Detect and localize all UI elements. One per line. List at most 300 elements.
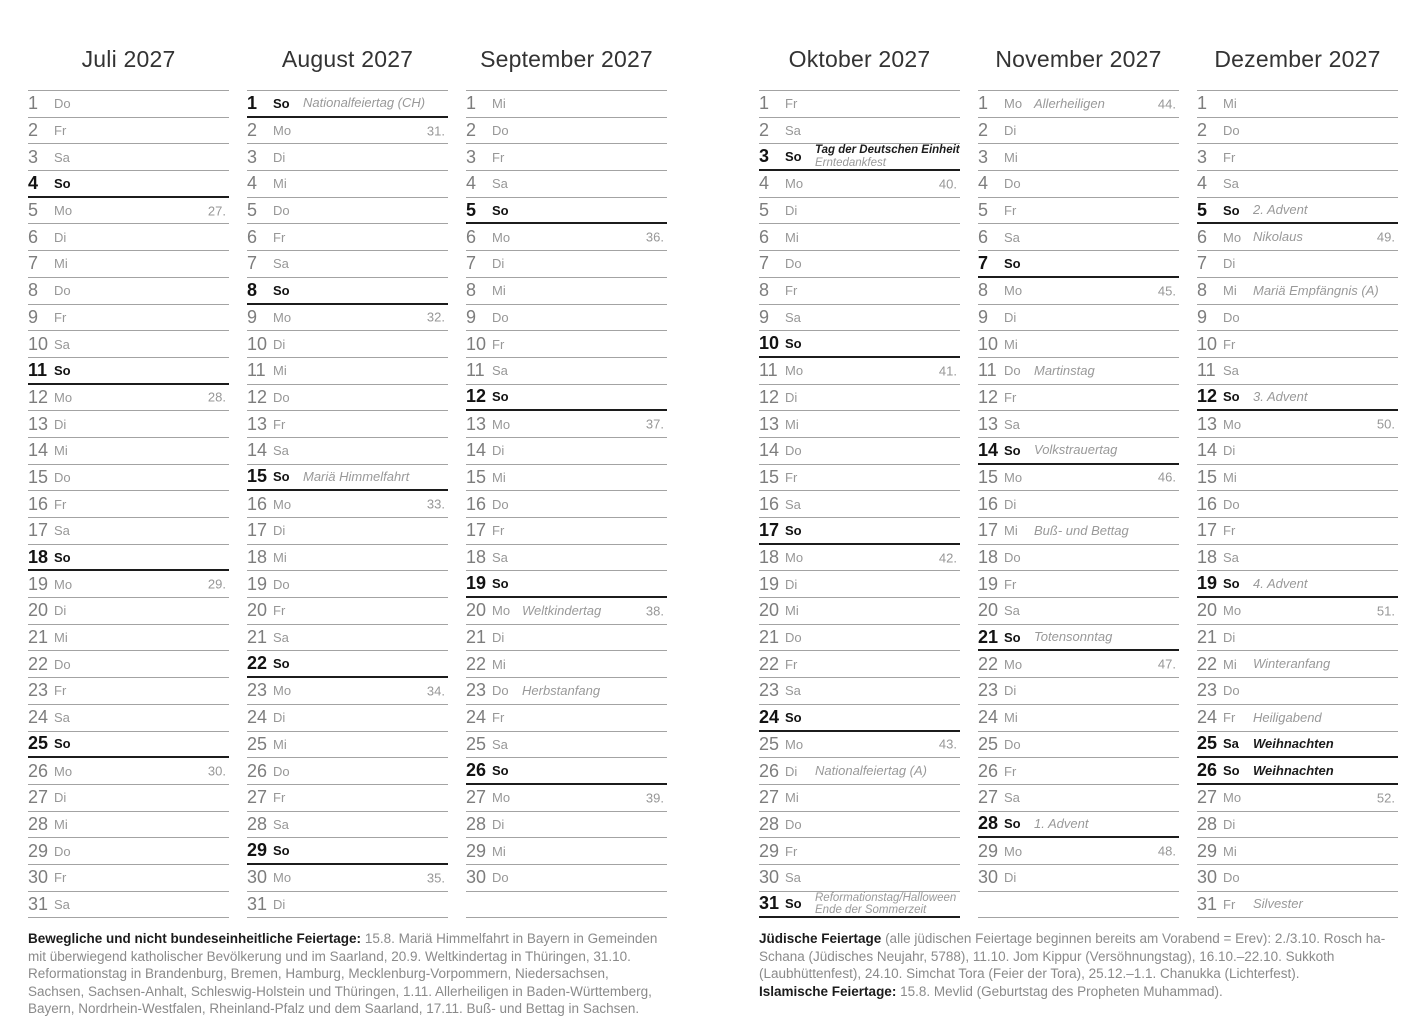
day-weekday: Fr [492, 336, 505, 352]
day-number: 29 [759, 840, 780, 861]
day-number: 25 [466, 733, 487, 754]
day-weekday: Fr [54, 123, 67, 139]
day-row [466, 411, 667, 438]
day-number: 15 [466, 466, 487, 487]
day-weekday: Mo [273, 683, 292, 699]
day-weekday: Fr [785, 96, 798, 112]
day-weekday: Mi [273, 550, 287, 566]
day-number: 9 [247, 306, 258, 327]
day-weekday: Sa [492, 176, 508, 192]
day-number: 4 [247, 173, 258, 194]
day-weekday: Di [273, 149, 286, 165]
day-weekday: Fr [492, 523, 505, 539]
day-number: 30 [466, 867, 487, 888]
day-number: 7 [466, 253, 477, 274]
month-table [1197, 90, 1398, 918]
day-row [759, 892, 960, 919]
day-weekday: Mi [785, 790, 799, 806]
day-row [28, 224, 229, 251]
day-weekday: Do [1223, 683, 1240, 699]
day-row [759, 224, 960, 251]
month-title: November 2027 [995, 46, 1162, 72]
day-number: 31 [247, 893, 268, 914]
day-row [466, 491, 667, 518]
day-row [247, 171, 448, 198]
day-weekday: Di [54, 416, 67, 432]
day-number: 5 [759, 200, 770, 221]
day-weekday: Mi [273, 176, 287, 192]
day-row [247, 838, 448, 865]
day-weekday: Mi [1223, 843, 1237, 859]
day-row [28, 545, 229, 572]
day-number: 17 [1197, 520, 1218, 541]
day-number: 3 [247, 146, 258, 167]
day-number: 11 [759, 360, 778, 381]
day-row [759, 171, 960, 198]
day-row [28, 251, 229, 278]
day-number: 3 [1197, 146, 1208, 167]
day-row [1197, 865, 1398, 892]
day-weekday: So [54, 736, 71, 752]
day-number: 27 [28, 787, 49, 808]
month-column [978, 40, 1179, 918]
day-weekday: Do [54, 469, 71, 485]
week-number: 47. [1157, 656, 1176, 672]
day-number: 2 [247, 120, 258, 141]
week-number: 50. [1376, 416, 1395, 432]
day-row [759, 118, 960, 145]
day-weekday: Mi [54, 630, 68, 646]
day-number: 18 [466, 547, 487, 568]
day-weekday: So [1223, 763, 1240, 779]
day-weekday: So [785, 149, 802, 165]
day-number: 2 [1197, 120, 1208, 141]
day-number: 9 [759, 306, 770, 327]
day-holiday [522, 604, 601, 618]
day-number: 4 [466, 173, 477, 194]
week-number: 36. [645, 229, 664, 245]
day-weekday: Mo [785, 363, 804, 379]
day-holiday [1253, 737, 1334, 751]
week-number: 30. [207, 763, 226, 779]
day-number: 14 [1197, 440, 1218, 461]
day-weekday: So [1223, 202, 1240, 218]
day-row [978, 545, 1179, 572]
day-number: 26 [28, 760, 49, 781]
week-number: 27. [207, 203, 226, 219]
day-weekday: Sa [54, 523, 70, 539]
day-row [1197, 224, 1398, 251]
footnote-text: 15.8. Mariä Himmelfahrt in Bayern in Gemeinden mit überwiegend katholischer Bevölkerung und im Saarland, 20.9. Weltkindertag in Thüringen, 31.10. Reformationstag in Brandenburg, Bremen, Hamburg, Mecklenburg-Vorpommern, Niedersachsen, Sachsen, Sachsen-Anhalt, Schleswig-Holstein und Thüringen, 1.11. Allerheiligen in Baden-Württemberg, Bayern, Nordrhein-Westfalen, Rheinland-Pfalz und dem Saarland, 17.11. Buß- und Bettag in Sachsen. [28, 931, 658, 1017]
day-weekday: Mo [54, 203, 73, 219]
day-number: 30 [759, 867, 780, 888]
footnote-paragraph [759, 983, 1407, 1001]
day-row [466, 705, 667, 732]
day-weekday: Di [492, 816, 505, 832]
day-number: 15 [1197, 466, 1218, 487]
day-weekday: So [1004, 629, 1021, 645]
month-title: August 2027 [281, 46, 414, 72]
empty-row [466, 892, 667, 919]
day-row [1197, 598, 1398, 625]
empty-row [978, 892, 1179, 919]
holiday-label: Reformationstag/Halloween [815, 891, 957, 904]
day-number: 11 [1197, 360, 1216, 381]
right-page [759, 40, 1398, 918]
day-number: 30 [1197, 867, 1218, 888]
day-number: 21 [1197, 627, 1218, 648]
day-number: 26 [466, 760, 487, 781]
day-weekday: Mo [492, 790, 511, 806]
holiday-label: Erntedankfest [815, 156, 886, 169]
day-weekday: Sa [1004, 416, 1020, 432]
footnote-lead: Bewegliche und nicht bundeseinheitliche Feiertage: [28, 931, 362, 946]
day-row [28, 892, 229, 919]
holiday-label: Mariä Himmelfahrt [303, 468, 410, 484]
day-number: 5 [978, 200, 989, 221]
day-weekday: Do [1004, 736, 1021, 752]
day-number: 29 [28, 840, 49, 861]
day-weekday: So [273, 282, 290, 298]
day-weekday: Di [54, 603, 67, 619]
day-row [28, 118, 229, 145]
day-weekday: Mo [785, 736, 804, 752]
day-number: 10 [978, 333, 999, 354]
day-weekday: Mo [492, 416, 511, 432]
day-holiday [1253, 284, 1379, 298]
day-number: 24 [759, 706, 780, 727]
day-row [466, 331, 667, 358]
day-weekday: Sa [54, 336, 70, 352]
day-weekday: So [1223, 389, 1240, 405]
day-number: 13 [759, 413, 780, 434]
day-number: 25 [978, 733, 999, 754]
day-row [466, 224, 667, 251]
day-weekday: Di [1004, 683, 1017, 699]
day-row [1197, 91, 1398, 118]
day-number: 24 [247, 707, 268, 728]
day-number: 1 [978, 93, 989, 114]
day-weekday: Sa [1004, 790, 1020, 806]
week-number: 48. [1157, 843, 1176, 859]
day-weekday: Mo [1004, 96, 1023, 112]
day-number: 28 [28, 813, 49, 834]
day-row [759, 411, 960, 438]
calendar-spread [28, 40, 1398, 918]
day-number: 11 [28, 359, 48, 380]
day-weekday: Do [785, 443, 802, 459]
day-weekday: Di [273, 523, 286, 539]
day-weekday: Sa [785, 309, 801, 325]
day-row [1197, 278, 1398, 305]
day-row [28, 865, 229, 892]
day-number: 12 [28, 386, 49, 407]
day-number: 6 [1197, 226, 1208, 247]
day-row [978, 598, 1179, 625]
day-row [28, 358, 229, 385]
day-number: 3 [759, 146, 770, 167]
day-row [759, 91, 960, 118]
day-number: 12 [759, 386, 780, 407]
day-number: 4 [759, 173, 770, 194]
day-row [1197, 385, 1398, 412]
day-row [1197, 758, 1398, 785]
day-number: 15 [759, 466, 780, 487]
day-number: 12 [247, 386, 268, 407]
week-number: 46. [1157, 469, 1176, 485]
day-number: 30 [978, 867, 999, 888]
day-row [247, 224, 448, 251]
day-weekday: Do [492, 870, 509, 886]
day-weekday: Di [1223, 816, 1236, 832]
day-number: 18 [28, 546, 49, 567]
day-row [28, 411, 229, 438]
day-weekday: Mi [492, 843, 506, 859]
holiday-label: 4. Advent [1253, 575, 1308, 591]
holiday-label: Weihnachten [1253, 762, 1334, 778]
day-row [247, 678, 448, 705]
day-weekday: Fr [273, 603, 286, 619]
left-page [28, 40, 667, 918]
day-row [466, 198, 667, 225]
day-row [466, 865, 667, 892]
day-number: 25 [28, 733, 49, 754]
holiday-label: Nationalfeiertag (A) [815, 763, 927, 779]
week-number: 43. [938, 736, 957, 752]
day-number: 6 [978, 226, 989, 247]
day-number: 23 [978, 680, 999, 701]
day-row [1197, 491, 1398, 518]
day-number: 6 [466, 226, 477, 247]
day-weekday: Do [273, 203, 290, 219]
day-holiday [303, 470, 409, 484]
day-weekday: Mi [492, 96, 506, 112]
day-weekday: So [785, 336, 802, 352]
day-row [759, 838, 960, 865]
day-row [978, 438, 1179, 465]
day-weekday: Fr [785, 469, 798, 485]
holiday-label: Mariä Empfängnis (A) [1253, 282, 1379, 298]
day-number: 24 [28, 707, 49, 728]
day-holiday [1253, 711, 1322, 725]
day-weekday: Do [492, 683, 509, 699]
day-weekday: Do [785, 816, 802, 832]
week-number: 32. [426, 309, 445, 325]
holiday-label: Herbstanfang [522, 682, 601, 698]
footnote-paragraph [759, 930, 1407, 983]
day-weekday: Fr [54, 309, 67, 325]
day-weekday: Mo [1223, 790, 1242, 806]
day-weekday: Sa [785, 123, 801, 139]
day-holiday [1253, 390, 1307, 404]
day-number: 29 [978, 840, 999, 861]
day-number: 14 [247, 440, 268, 461]
day-row [247, 198, 448, 225]
day-number: 11 [466, 360, 485, 381]
day-number: 19 [978, 573, 999, 594]
day-row [247, 465, 448, 492]
day-weekday: Di [1004, 870, 1017, 886]
day-row [466, 598, 667, 625]
day-number: 20 [247, 600, 268, 621]
day-number: 28 [1197, 813, 1218, 834]
week-number: 33. [426, 496, 445, 512]
holiday-label: Martinstag [1034, 362, 1095, 378]
day-weekday: Sa [273, 630, 289, 646]
week-number: 45. [1157, 283, 1176, 299]
day-number: 13 [978, 413, 999, 434]
day-holiday [1253, 203, 1307, 217]
day-weekday: Mi [1223, 656, 1237, 672]
day-number: 30 [28, 867, 49, 888]
day-row [247, 251, 448, 278]
day-row [28, 278, 229, 305]
day-number: 17 [978, 520, 999, 541]
day-weekday: Di [1004, 496, 1017, 512]
month-table [247, 90, 448, 918]
day-weekday: Fr [54, 496, 67, 512]
day-holiday [1034, 630, 1112, 644]
day-weekday: Mo [1223, 603, 1242, 619]
day-number: 7 [978, 252, 989, 273]
day-weekday: Sa [1223, 176, 1239, 192]
day-number: 14 [466, 440, 487, 461]
footnote-movable-holidays [28, 930, 668, 1018]
day-weekday: So [785, 709, 802, 725]
day-number: 10 [466, 333, 487, 354]
day-row [466, 305, 667, 332]
day-weekday: Mi [492, 656, 506, 672]
day-number: 15 [978, 466, 999, 487]
day-weekday: Mo [1004, 656, 1023, 672]
day-weekday: Di [273, 896, 286, 912]
day-row [978, 705, 1179, 732]
day-row [247, 865, 448, 892]
day-number: 1 [759, 93, 770, 114]
day-number: 19 [759, 573, 780, 594]
day-row [466, 571, 667, 598]
day-weekday: Sa [1223, 550, 1239, 566]
day-row [759, 385, 960, 412]
week-number: 34. [426, 683, 445, 699]
day-number: 30 [247, 867, 268, 888]
day-number: 8 [759, 280, 770, 301]
day-number: 15 [28, 466, 49, 487]
day-row [466, 385, 667, 412]
day-number: 11 [978, 360, 997, 381]
day-weekday: Mo [1004, 469, 1023, 485]
day-row [247, 278, 448, 305]
footnote-lead: Jüdische Feiertage [759, 931, 882, 946]
day-number: 27 [1197, 787, 1218, 808]
day-number: 5 [1197, 199, 1208, 220]
day-number: 9 [466, 306, 477, 327]
day-row [466, 678, 667, 705]
day-row [978, 678, 1179, 705]
month-title: Juli 2027 [81, 46, 176, 72]
day-number: 3 [978, 146, 989, 167]
holiday-label: Tag der Deutschen Einheit [815, 144, 960, 157]
day-row [28, 144, 229, 171]
day-weekday: Di [54, 229, 67, 245]
day-row [466, 91, 667, 118]
day-weekday: Sa [54, 149, 70, 165]
day-number: 23 [247, 680, 268, 701]
day-row [978, 91, 1179, 118]
holiday-label: Winteranfang [1253, 656, 1331, 672]
day-number: 22 [1197, 653, 1218, 674]
day-row [978, 651, 1179, 678]
day-weekday: Sa [492, 363, 508, 379]
day-weekday: Di [492, 630, 505, 646]
day-weekday: So [1004, 442, 1021, 458]
day-weekday: Do [273, 389, 290, 405]
day-row [466, 812, 667, 839]
footnote-text: 15.8. Mevlid (Geburtstag des Propheten Muhammad). [896, 983, 1223, 999]
day-number: 17 [247, 520, 268, 541]
day-number: 20 [1197, 600, 1218, 621]
day-weekday: Mi [785, 229, 799, 245]
day-weekday: Di [785, 203, 798, 219]
day-weekday: Fr [1223, 336, 1236, 352]
day-row [978, 491, 1179, 518]
day-number: 11 [247, 360, 266, 381]
day-weekday: Mi [492, 283, 506, 299]
day-holiday [1034, 524, 1129, 538]
day-number: 29 [466, 840, 487, 861]
day-weekday: Di [273, 710, 286, 726]
day-weekday: Mi [273, 363, 287, 379]
day-row [28, 625, 229, 652]
day-number: 6 [28, 226, 39, 247]
day-weekday: Di [492, 256, 505, 272]
footnote-religious-holidays [759, 930, 1407, 1000]
day-number: 31 [759, 893, 780, 914]
day-number: 31 [1197, 893, 1218, 914]
day-number: 16 [466, 493, 487, 514]
day-weekday: Di [1223, 256, 1236, 272]
day-weekday: Mi [1223, 469, 1237, 485]
day-row [1197, 198, 1398, 225]
day-row [28, 305, 229, 332]
day-row [466, 171, 667, 198]
day-weekday: Sa [785, 870, 801, 886]
holiday-label: Weltkindertag [522, 602, 602, 618]
day-row [247, 331, 448, 358]
day-number: 17 [28, 520, 49, 541]
day-row [247, 144, 448, 171]
day-row [247, 118, 448, 145]
day-weekday: Fr [1004, 576, 1017, 592]
day-number: 28 [466, 813, 487, 834]
day-row [978, 838, 1179, 865]
day-weekday: So [273, 656, 290, 672]
day-number: 6 [759, 226, 770, 247]
month-table [28, 90, 229, 918]
week-number: 40. [938, 176, 957, 192]
day-weekday: Fr [1004, 763, 1017, 779]
week-number: 37. [645, 416, 664, 432]
day-weekday: Sa [492, 736, 508, 752]
day-number: 25 [759, 733, 780, 754]
day-weekday: Mi [54, 256, 68, 272]
day-number: 24 [978, 707, 999, 728]
day-number: 8 [1197, 280, 1208, 301]
day-weekday: Mi [1004, 710, 1018, 726]
day-number: 5 [28, 200, 39, 221]
day-row [1197, 785, 1398, 812]
month-table [466, 90, 667, 918]
